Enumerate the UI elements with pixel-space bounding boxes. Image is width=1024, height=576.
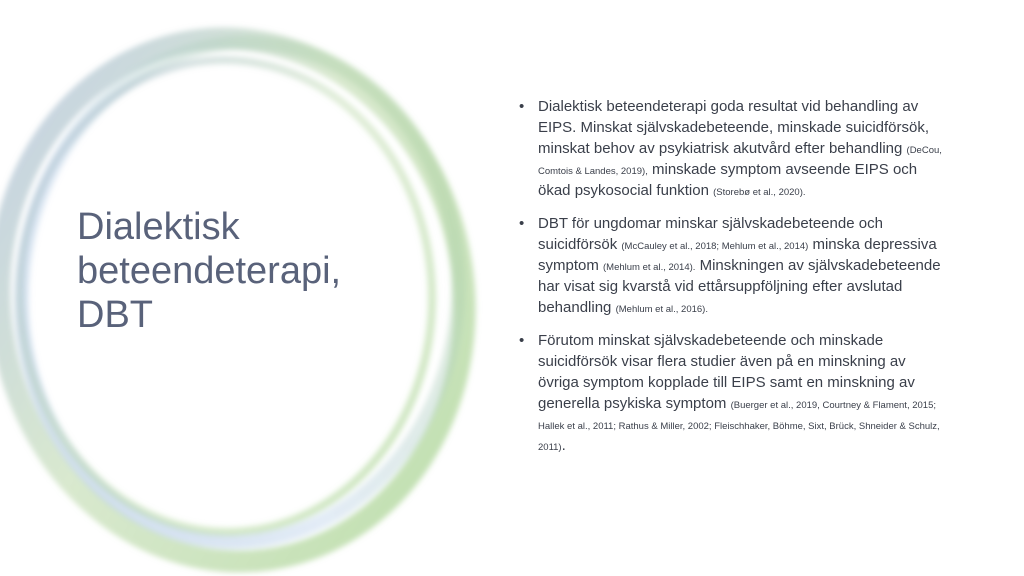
citation: (Mehlum et al., 2016). bbox=[615, 304, 708, 315]
title-line-3: DBT bbox=[77, 294, 153, 336]
citation: (McCauley et al., 2018; Mehlum et al., 2014) bbox=[621, 241, 809, 252]
bullet-marker: • bbox=[519, 215, 525, 232]
bullet-text: DBT för ungdomar minskar självskadebeteende och suicidförsök bbox=[538, 215, 883, 253]
citation: (DeCou, Comtois & Landes, 2019), bbox=[538, 145, 942, 177]
citation: (Storebø et al., 2020). bbox=[713, 187, 806, 198]
bullet-item-3 bbox=[514, 330, 944, 456]
title-line-2: beteendeterapi, bbox=[77, 250, 342, 292]
citation: (Buerger et al., 2019, Courtney & Flament, 2015; Hallek et al., 2011; Rathus & Miller, 2002; Fleischhaker, Böhme, Sixt, Brück, Shneider & Schulz, 2011) bbox=[538, 400, 940, 453]
bullet-text: Dialektisk beteendeterapi goda resultat vid behandling av EIPS. Minskat självskadebeteende, minskade suicidförsök, minskat behov av psykiatrisk akutvård efter behandling bbox=[538, 98, 930, 157]
bullet-item-1 bbox=[514, 96, 944, 201]
bullet-list bbox=[514, 96, 944, 468]
bullet-item-2 bbox=[514, 213, 944, 318]
bullet-text: minskade symptom avseende EIPS och ökad psykosocial funktion bbox=[538, 161, 918, 199]
bullet-text: . bbox=[561, 437, 566, 454]
bullet-marker: • bbox=[519, 98, 525, 115]
bullet-marker: • bbox=[519, 332, 525, 349]
bullet-text: Minskningen av självskadebeteende har visat sig kvarstå vid ettårsuppföljning efter avslutad behandling bbox=[538, 257, 941, 316]
bullet-text: minska depressiva symptom bbox=[538, 236, 937, 274]
slide-title bbox=[77, 205, 397, 337]
citation: (Mehlum et al., 2014). bbox=[603, 262, 696, 273]
title-line-1: Dialektisk bbox=[77, 206, 240, 248]
bullet-text: Förutom minskat självskadebeteende och minskade suicidförsök visar flera studier även på en minskning av övriga symptom kopplade till EIPS samt en minskning av generella psykiska symptom bbox=[538, 332, 915, 412]
